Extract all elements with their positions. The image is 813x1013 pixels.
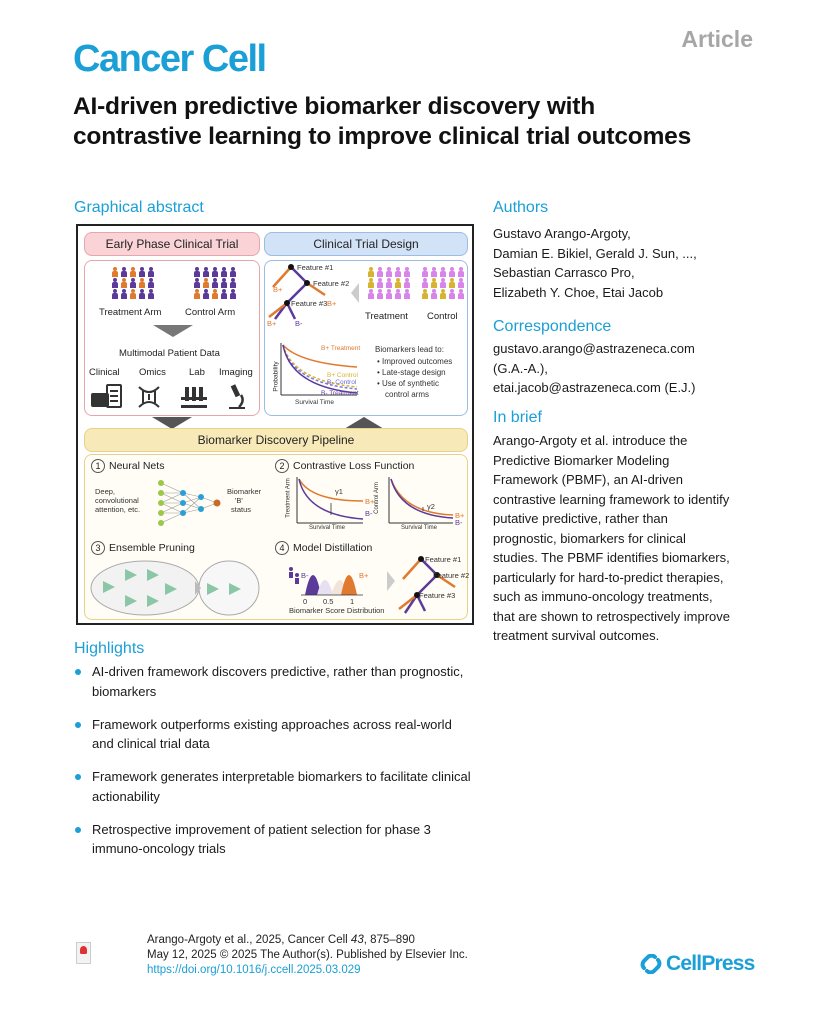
lab-test-tubes-icon bbox=[181, 387, 207, 408]
correspondence-heading: Correspondence bbox=[493, 318, 612, 335]
highlight-item: Retrospective improvement of patient selection for phase 3 immuno-oncology trials bbox=[73, 820, 473, 859]
article-type-label: Article bbox=[681, 26, 753, 52]
gamma1-label: γ1 bbox=[335, 487, 343, 496]
bplus-label: B+ bbox=[267, 319, 277, 328]
score-tick-0-5: 0.5 bbox=[323, 597, 334, 606]
early-phase-header: Early Phase Clinical Trial bbox=[84, 232, 260, 256]
pipeline-panel bbox=[84, 454, 468, 620]
email-link-jacob[interactable]: etai.jacob@astrazeneca.com (E.J.) bbox=[493, 380, 696, 395]
bullet-icon bbox=[75, 774, 81, 780]
score-tick-0: 0 bbox=[303, 597, 308, 606]
legend-bplus-treatment: B+ Treatment bbox=[321, 345, 361, 352]
bminus-label: B- bbox=[295, 319, 303, 328]
author-line: Elizabeth Y. Choe, Etai Jacob bbox=[493, 284, 664, 300]
lead-item-continued: control arms bbox=[385, 390, 430, 399]
imaging-microscope-icon bbox=[229, 384, 245, 409]
clinical-clipboard-icon bbox=[91, 385, 121, 407]
chevron-down-icon bbox=[153, 325, 193, 337]
bminus-label: B- bbox=[301, 571, 309, 580]
step-ensemble-pruning: 3 Ensemble Pruning bbox=[91, 541, 195, 555]
in-brief-line: Predictive Biomarker Modeling bbox=[493, 452, 670, 468]
paper-title: AI-driven predictive biomarker discovery with contrastive learning to improve clinical trial outcomes bbox=[73, 93, 692, 150]
legend-bminus-control: B- Control bbox=[327, 379, 357, 386]
check-for-updates-icon[interactable] bbox=[76, 942, 91, 964]
treatment-arm-axis-label: Treatment Arm bbox=[285, 478, 292, 518]
neural-network-icon bbox=[155, 477, 225, 533]
citation-footer bbox=[147, 933, 468, 978]
cellpress-logo bbox=[640, 952, 755, 976]
step-contrastive-loss: 2 Contrastive Loss Function bbox=[275, 459, 414, 473]
nn-output-line: 'B' bbox=[235, 496, 243, 505]
legend-bplus-control: B+ Control bbox=[327, 372, 358, 379]
survival-time-label: Survival Time bbox=[401, 525, 438, 531]
bplus-label: B+ bbox=[359, 571, 369, 580]
citation-line: Arango-Argoty et al., 2025, Cancer Cell 43, 875–890 bbox=[147, 934, 415, 946]
bplus-label: B+ bbox=[365, 497, 375, 506]
bullet-icon bbox=[75, 722, 81, 728]
highlights-list bbox=[73, 662, 473, 872]
in-brief-line: prognostic, biomarkers for clinical bbox=[493, 530, 686, 546]
nn-input-line: convolutional bbox=[95, 496, 139, 505]
omics-dna-icon bbox=[139, 387, 159, 407]
authors-heading: Authors bbox=[493, 199, 549, 216]
correspondence-block bbox=[493, 339, 696, 398]
feature-2-label: Feature #2 bbox=[313, 279, 350, 288]
ensemble-pruning-icon bbox=[89, 559, 269, 617]
survival-time-axis-label: Survival Time bbox=[295, 399, 335, 406]
journal-name: Cancer Cell bbox=[73, 38, 266, 80]
modality-lab: Lab bbox=[189, 367, 205, 378]
modality-clinical: Clinical bbox=[89, 367, 120, 378]
cellpress-link-icon bbox=[640, 954, 662, 974]
chevron-right-icon bbox=[387, 571, 395, 591]
nn-output-line: Biomarker bbox=[227, 487, 262, 496]
highlight-item: Framework generates interpretable biomarkers to facilitate clinical actionability bbox=[73, 767, 473, 806]
in-brief-heading: In brief bbox=[493, 409, 542, 426]
probability-axis-label: Probability bbox=[272, 361, 280, 392]
correspondence-initials: (G.A.-A.), bbox=[493, 360, 548, 376]
in-brief-line: treatment survival outcomes. bbox=[493, 628, 660, 643]
survival-time-label: Survival Time bbox=[309, 525, 346, 531]
feature-3-label: Feature #3 bbox=[291, 299, 328, 308]
lead-item: • Improved outcomes bbox=[377, 357, 453, 366]
treatment-arm-label: Treatment Arm bbox=[99, 307, 162, 318]
in-brief-line: studies. The PBMF identifies biomarkers, bbox=[493, 550, 730, 565]
highlight-item: Framework outperforms existing approaches across real-world and clinical trial data bbox=[73, 715, 473, 754]
bplus-label: B+ bbox=[327, 299, 337, 308]
author-line: Gustavo Arango-Argoty, bbox=[493, 226, 631, 241]
highlights-heading: Highlights bbox=[74, 640, 145, 657]
in-brief-line: contrastive learning framework to identify bbox=[493, 491, 730, 507]
in-brief-line: putative predictive, rather than bbox=[493, 511, 668, 526]
legend-bminus-treatment: B- Treatment bbox=[321, 390, 359, 397]
control-people-icon bbox=[421, 267, 465, 299]
email-link-arango[interactable]: gustavo.arango@astrazeneca.com bbox=[493, 341, 695, 356]
control-arm-axis-label: Control Arm bbox=[373, 482, 380, 514]
author-line: Damian E. Bikiel, Gerald J. Sun, ..., bbox=[493, 245, 697, 261]
step-neural-nets: 1 Neural Nets bbox=[91, 459, 164, 473]
nn-input-line: attention, etc. bbox=[95, 505, 141, 514]
author-line: Sebastian Carrasco Pro, bbox=[493, 265, 635, 280]
in-brief-line: Arango-Argoty et al. introduce the bbox=[493, 433, 688, 448]
pipeline-header: Biomarker Discovery Pipeline bbox=[84, 428, 468, 452]
feature-1-label: Feature #1 bbox=[425, 555, 462, 564]
authors-list bbox=[493, 224, 697, 302]
feature-3-label: Feature #3 bbox=[419, 591, 456, 600]
nn-input-line: Deep, bbox=[95, 487, 116, 496]
treatment-arm-people-icon bbox=[111, 267, 155, 299]
bullet-icon bbox=[75, 669, 81, 675]
bminus-label: B- bbox=[455, 518, 463, 527]
feature-1-label: Feature #1 bbox=[297, 263, 334, 272]
graphical-abstract-heading: Graphical abstract bbox=[74, 199, 204, 216]
modality-omics: Omics bbox=[139, 367, 166, 378]
bplus-label: B+ bbox=[273, 285, 283, 294]
in-brief-line: Framework (PBMF), an AI-driven bbox=[493, 472, 683, 487]
nn-output-line: status bbox=[231, 505, 252, 514]
trial-design-panel bbox=[264, 260, 468, 416]
biomarkers-lead-title: Biomarkers lead to: bbox=[375, 345, 444, 354]
in-brief-line: particularly for hard-to-predict therapies, bbox=[493, 569, 724, 585]
step-model-distillation: 4 Model Distillation bbox=[275, 541, 372, 555]
score-tick-1: 1 bbox=[350, 597, 355, 606]
treatment-label: Treatment bbox=[365, 311, 408, 322]
copyright-line: May 12, 2025 © 2025 The Author(s). Published by Elsevier Inc. bbox=[147, 949, 468, 961]
trial-design-header: Clinical Trial Design bbox=[264, 232, 468, 256]
modality-icons bbox=[87, 383, 259, 413]
control-arm-people-icon bbox=[193, 267, 237, 299]
lead-item: • Use of synthetic bbox=[377, 379, 439, 388]
publisher-name: CellPress bbox=[666, 952, 755, 975]
doi-link[interactable]: https://doi.org/10.1016/j.ccell.2025.03.029 bbox=[147, 964, 361, 976]
bullet-icon bbox=[75, 827, 81, 833]
highlight-item: AI-driven framework discovers predictive, rather than prognostic, biomarkers bbox=[73, 662, 473, 701]
control-label: Control bbox=[427, 311, 458, 322]
gamma2-label: γ2 bbox=[427, 502, 435, 511]
feature-2-label: Feature #2 bbox=[433, 571, 470, 580]
in-brief-line: such as immuno-oncology treatments, bbox=[493, 589, 713, 604]
bminus-label: B- bbox=[365, 509, 373, 518]
in-brief-text bbox=[493, 431, 730, 646]
early-phase-panel bbox=[84, 260, 260, 416]
in-brief-line: that are shown to retrospectively improve bbox=[493, 608, 730, 624]
treatment-people-icon bbox=[367, 267, 411, 299]
score-distribution-label: Biomarker Score Distribution bbox=[289, 606, 385, 615]
multimodal-label: Multimodal Patient Data bbox=[119, 348, 220, 359]
bplus-label: B+ bbox=[455, 511, 465, 520]
graphical-abstract-figure bbox=[76, 224, 474, 625]
modality-imaging: Imaging bbox=[219, 367, 253, 378]
chevron-left-icon bbox=[351, 283, 359, 303]
control-arm-label: Control Arm bbox=[185, 307, 236, 318]
lead-item: • Late-stage design bbox=[377, 368, 446, 377]
